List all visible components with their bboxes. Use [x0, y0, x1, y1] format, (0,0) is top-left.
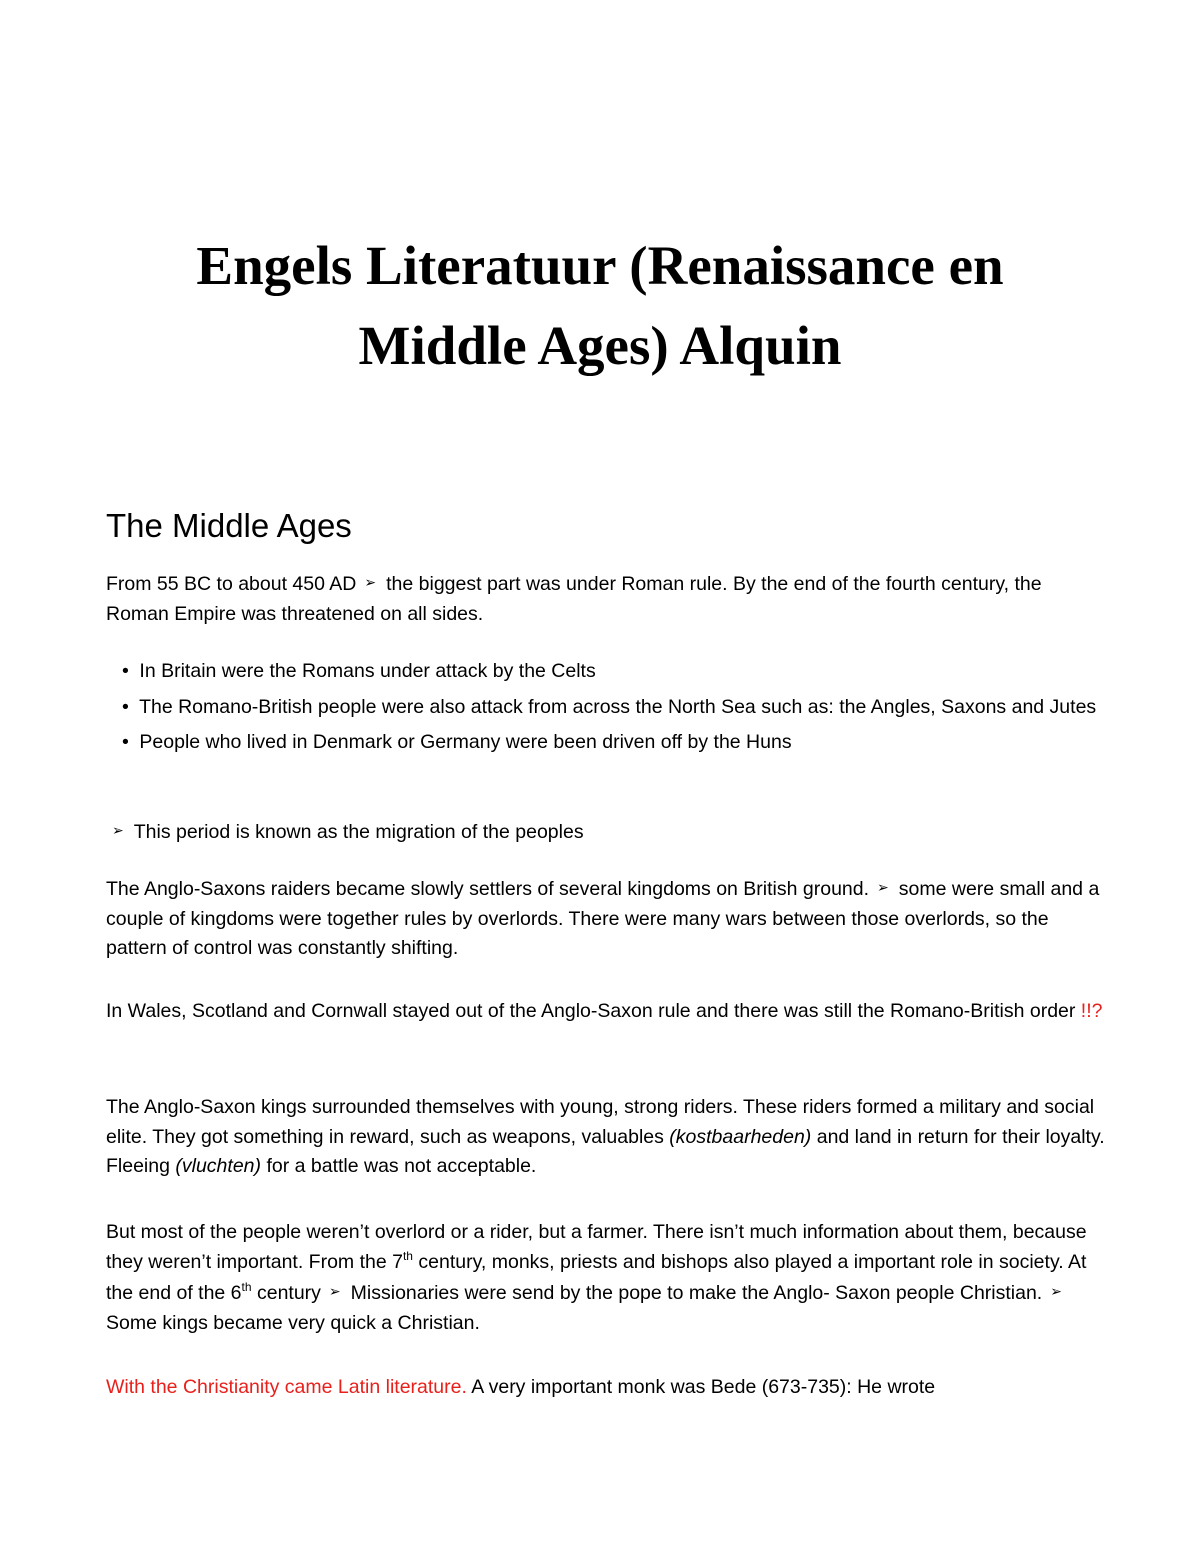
red-highlight: With the Christianity came Latin literature. [106, 1376, 467, 1398]
text-run: and land in return for their loyalty. Fleeing [106, 1125, 1105, 1177]
superscript: th [402, 1248, 413, 1263]
list-item-text: In Britain were the Romans under attack by the Celts [139, 660, 596, 682]
list-item-text: The Romano-British people were also attack from across the North Sea such as: the Angles, Saxons and Jutes [139, 695, 1097, 718]
bullet-icon: • [122, 695, 129, 718]
paragraph-latin [106, 1373, 1106, 1403]
paragraph-wales [106, 997, 1106, 1027]
text-run: But most of the people weren’t overlord or a rider, but a farmer. There isn’t much information about them, because they weren’t important. From the 7 [106, 1221, 1087, 1273]
text-run: Some kings became very quick a Christian. [106, 1311, 480, 1334]
bullet-icon: • [122, 731, 129, 753]
list-item-text: People who lived in Denmark or Germany were been driven off by the Huns [139, 731, 792, 753]
paragraph-migration [104, 816, 1104, 848]
text-run: some were small and a couple of kingdoms were together rules by overlords. There were many wars between those overlords, so the pattern of control was constantly shifting. [106, 878, 1100, 959]
arrow-icon: ➢ [328, 1283, 341, 1299]
text-run: This period is known as the migration of the peoples [133, 821, 584, 843]
text-run: From 55 BC to about 450 AD [106, 573, 357, 595]
arrow-icon: ➢ [364, 574, 377, 590]
list-item [106, 657, 1106, 687]
text-run: Missionaries were send by the pope to make the Anglo- Saxon people Christian. [350, 1282, 1043, 1304]
red-annotation: !!? [1080, 1000, 1103, 1022]
title-line-2: Middle Ages) Alquin [358, 315, 842, 376]
text-run: century [256, 1282, 321, 1304]
paragraph-intro [106, 568, 1106, 629]
arrow-icon: ➢ [1050, 1283, 1062, 1299]
bullet-list [106, 657, 1106, 764]
text-run: A very important monk was Bede (673-735): He wrote [471, 1376, 936, 1398]
text-run: century, monks, priests and bishops also played a important role in society. At the end of the 6 [106, 1250, 1087, 1304]
text-run: The Anglo-Saxons raiders became slowly settlers of several kingdoms on British ground. [106, 878, 870, 900]
arrow-icon: ➢ [877, 879, 889, 895]
text-run: the biggest part was under Roman rule. By the end of the fourth century, the Roman Empire was threatened on all sides. [106, 573, 1042, 625]
paragraph-kings [106, 1093, 1106, 1182]
text-run: for a battle was not acceptable. [266, 1155, 537, 1177]
title-line-1: Engels Literatuur (Renaissance en [196, 235, 1004, 296]
bullet-icon: • [122, 660, 129, 682]
arrow-icon: ➢ [112, 822, 124, 838]
italic-translation: (kostbaarheden) [669, 1125, 812, 1148]
superscript: th [241, 1280, 252, 1294]
paragraph-settlers [106, 873, 1106, 964]
list-item [106, 693, 1106, 723]
document-title [0, 226, 1200, 386]
italic-translation: (vluchten) [175, 1155, 262, 1177]
list-item [106, 728, 1106, 758]
paragraph-farmers [106, 1218, 1106, 1338]
text-run: The Anglo-Saxon kings surrounded themselves with young, strong riders. These riders formed a military and social elite. They got something in reward, such as weapons, valuables [106, 1096, 1095, 1148]
section-heading: The Middle Ages [106, 507, 352, 544]
text-run: In Wales, Scotland and Cornwall stayed out of the Anglo-Saxon rule and there was still the Romano-British order [106, 1000, 1076, 1022]
